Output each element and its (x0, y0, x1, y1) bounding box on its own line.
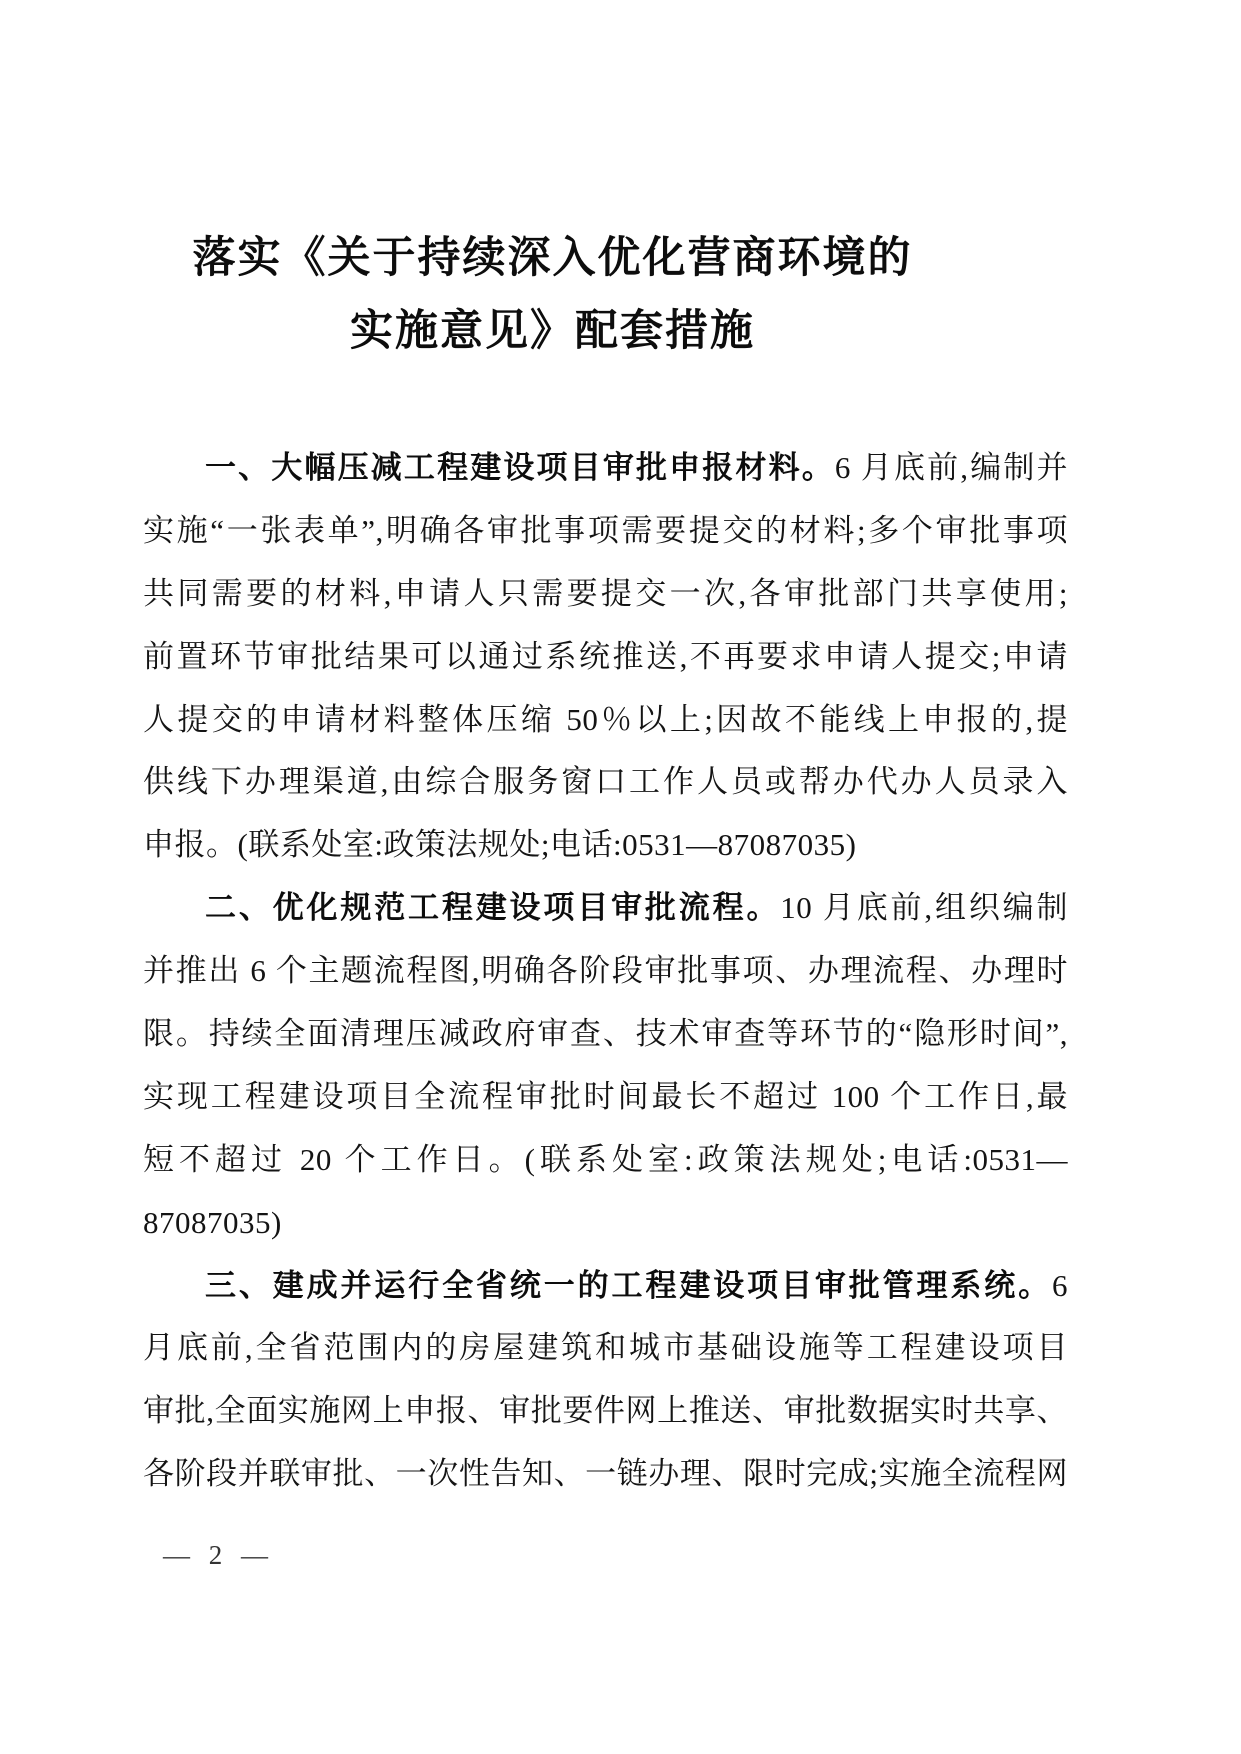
body-text: 月底前,全省范围内的房屋建筑和城市基础设施等工程建设项目 (143, 1330, 1068, 1366)
body-line (143, 877, 1068, 940)
body-line (143, 1317, 1068, 1380)
body-text: 审批,全面实施网上申报、审批要件网上推送、审批数据实时共享、 (143, 1393, 1068, 1429)
body-text: 供线下办理渠道,由综合服务窗口工作人员或帮办代办人员录入 (143, 764, 1068, 800)
body-line (143, 940, 1068, 1003)
body-line (143, 1255, 1068, 1318)
body-line (143, 437, 1068, 500)
body-line (143, 500, 1068, 563)
body-line (143, 1066, 1068, 1129)
body-text: 实施“一张表单”,明确各审批事项需要提交的材料;多个审批事项 (143, 512, 1068, 548)
section-heading: 一、大幅压减工程建设项目审批申报材料。 (205, 450, 835, 485)
body-text: 87087035) (143, 1204, 282, 1240)
body-text: 并推出 6 个主题流程图,明确各阶段审批事项、办理流程、办理时 (143, 953, 1068, 989)
body-text: 6 月底前,编制并 (834, 450, 1068, 485)
body-text: 短不超过 20 个工作日。(联系处室:政策法规处;电话:0531— (143, 1141, 1068, 1177)
body-text: 申报。(联系处室:政策法规处;电话:0531—87087035) (143, 827, 857, 863)
body-line (143, 689, 1068, 752)
body-text: 限。持续全面清理压减政府审查、技术审查等环节的“隐形时间”, (143, 1016, 1068, 1052)
body-line (143, 1192, 1068, 1255)
section-heading: 三、建成并运行全省统一的工程建设项目审批管理系统。 (205, 1267, 1052, 1303)
body-text: 10 月底前,组织编制 (780, 890, 1069, 926)
document-title-line-1: 落实《关于持续深入优化营商环境的 (192, 234, 913, 282)
body-text: 人提交的申请材料整体压缩 50％以上;因故不能线上申报的,提 (143, 701, 1068, 737)
section-heading: 二、优化规范工程建设项目审批流程。 (205, 890, 781, 926)
footer-page-number: — 2 — (163, 1540, 274, 1570)
document-title (90, 222, 1015, 368)
body-text: 实现工程建设项目全流程审批时间最长不超过 100 个工作日,最 (143, 1078, 1068, 1114)
body-line (143, 1380, 1068, 1443)
document-title-line-2: 实施意见》配套措施 (350, 307, 755, 355)
body-line (143, 751, 1068, 814)
body-text: 6 (1052, 1267, 1068, 1303)
body-line (143, 1003, 1068, 1066)
body-text: 各阶段并联审批、一次性告知、一链办理、限时完成;实施全流程网 (143, 1456, 1068, 1492)
body-line (143, 814, 1068, 877)
body-line (143, 626, 1068, 689)
body-text: 共同需要的材料,申请人只需要提交一次,各审批部门共享使用; (143, 575, 1068, 611)
body-line (143, 1129, 1068, 1192)
body-text: 前置环节审批结果可以通过系统推送,不再要求申请人提交;申请 (143, 638, 1068, 674)
body-line (143, 563, 1068, 626)
body-line (143, 1443, 1068, 1506)
body-lines (143, 437, 1068, 1506)
